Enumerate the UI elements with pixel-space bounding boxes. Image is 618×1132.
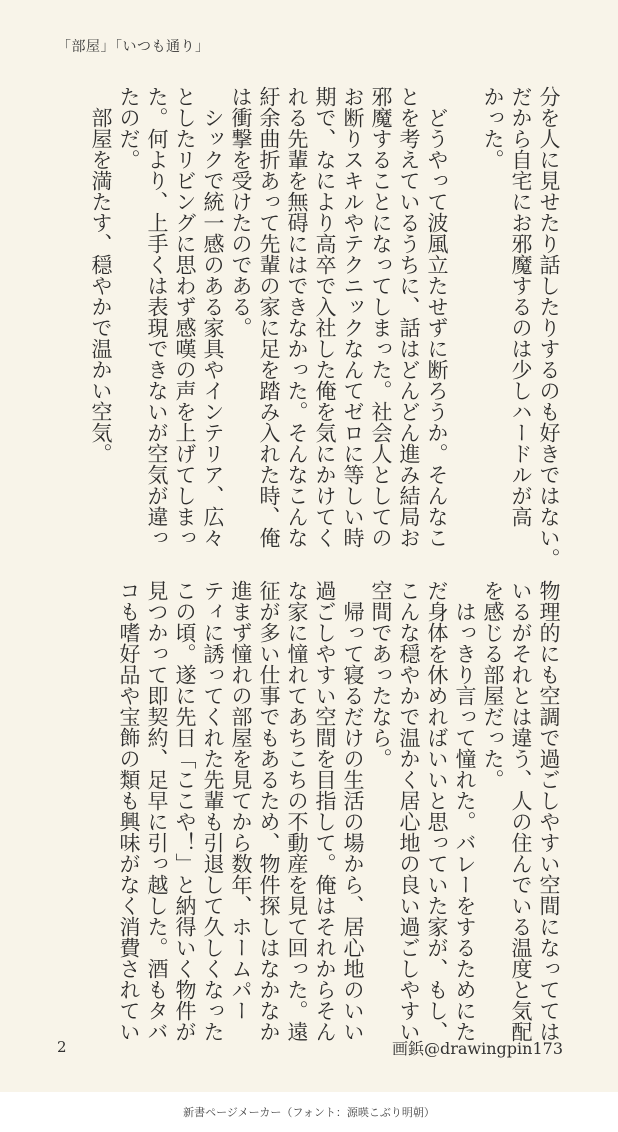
text-column: こんな穏やかで温かく居心地の良い過ごしやすい: [397, 580, 421, 1042]
text-column: シックで統一感のある家具やインテリア、広々: [201, 86, 225, 548]
text-column: コも嗜好品や宝飾の類も興味がなく消費されてい: [117, 580, 141, 1042]
text-column: 期で、なにより高卒で入社した俺を気にかけてく: [313, 86, 337, 548]
chapter-header: 「部屋」「いつも通り」: [57, 39, 210, 55]
text-column: 見つかって即契約、足早に引っ越した。酒もタバ: [145, 580, 169, 1042]
text-column: だから自宅にお邪魔するのは少しハードルが高: [509, 86, 533, 527]
text-column: な家に憧れてあちこちの不動産を見て回った。遠: [285, 580, 309, 1042]
page-number: 2: [57, 1038, 67, 1056]
text-column: としたリビングに思わず感嘆の声を上げてしまっ: [173, 86, 197, 548]
text-column: ティに誘ってくれた先輩も引退して久しくなった: [201, 580, 225, 1042]
text-column: は衝撃を受けたのである。: [229, 86, 253, 338]
text-column: かった。: [481, 86, 505, 170]
text-column: 部屋を満たす、穏やかで温かい空気。: [89, 86, 113, 464]
text-column: た。何より、上手くは表現できないが空気が違っ: [145, 86, 169, 548]
text-column: 分を人に見せたり話したりするのも好きではない。: [537, 86, 561, 569]
tool-credit-bar: [0, 1092, 618, 1132]
text-column: 征が多い仕事でもあるため、物件探しはなかなか: [257, 580, 281, 1042]
text-column: 過ごしやすい空間を目指して。俺はそれからそん: [313, 580, 337, 1042]
text-column: どうやって波風立たせずに断ろうか。そんなこ: [425, 86, 449, 548]
tool-credit: 新書ページメーカー（フォント：源暎こぶり明朝）: [183, 1106, 435, 1119]
text-column: れる先輩を無碍にはできなかった。そんなこんな: [285, 86, 309, 548]
text-column: 邪魔することになってしまった。社会人としての: [369, 86, 393, 548]
author-credit: 画鋲@drawingpin173: [392, 1039, 563, 1058]
text-column: 紆余曲折あって先輩の家に足を踏み入れた時、俺: [257, 86, 281, 548]
text-column: だ身体を休めればいいと思っていた家が、もし、: [425, 580, 449, 1042]
text-column: はっきり言って憧れた。バレーをするためにた: [453, 580, 477, 1042]
text-column: いるがそれとは違う、人の住んでいる温度と気配: [509, 580, 533, 1042]
text-column: 空間であったなら。: [369, 580, 393, 769]
text-column: 帰って寝るだけの生活の場から、居心地のいい: [341, 580, 365, 1042]
text-column: とを考えているうちに、話はどんどん進み結局お: [397, 86, 421, 548]
text-column: たのだ。: [117, 86, 141, 170]
text-column: 進まず憧れの部屋を見てから数年、ホームパー: [229, 580, 253, 1021]
text-column: 物理的にも空調で過ごしやすい空間になってては: [537, 580, 561, 1042]
text-column: を感じる部屋だった。: [481, 580, 505, 790]
text-column: この頃。遂に先日「ここや！」と納得いく物件が: [173, 580, 197, 1042]
text-column: お断りスキルやテクニックなんてゼロに等しい時: [341, 86, 365, 548]
